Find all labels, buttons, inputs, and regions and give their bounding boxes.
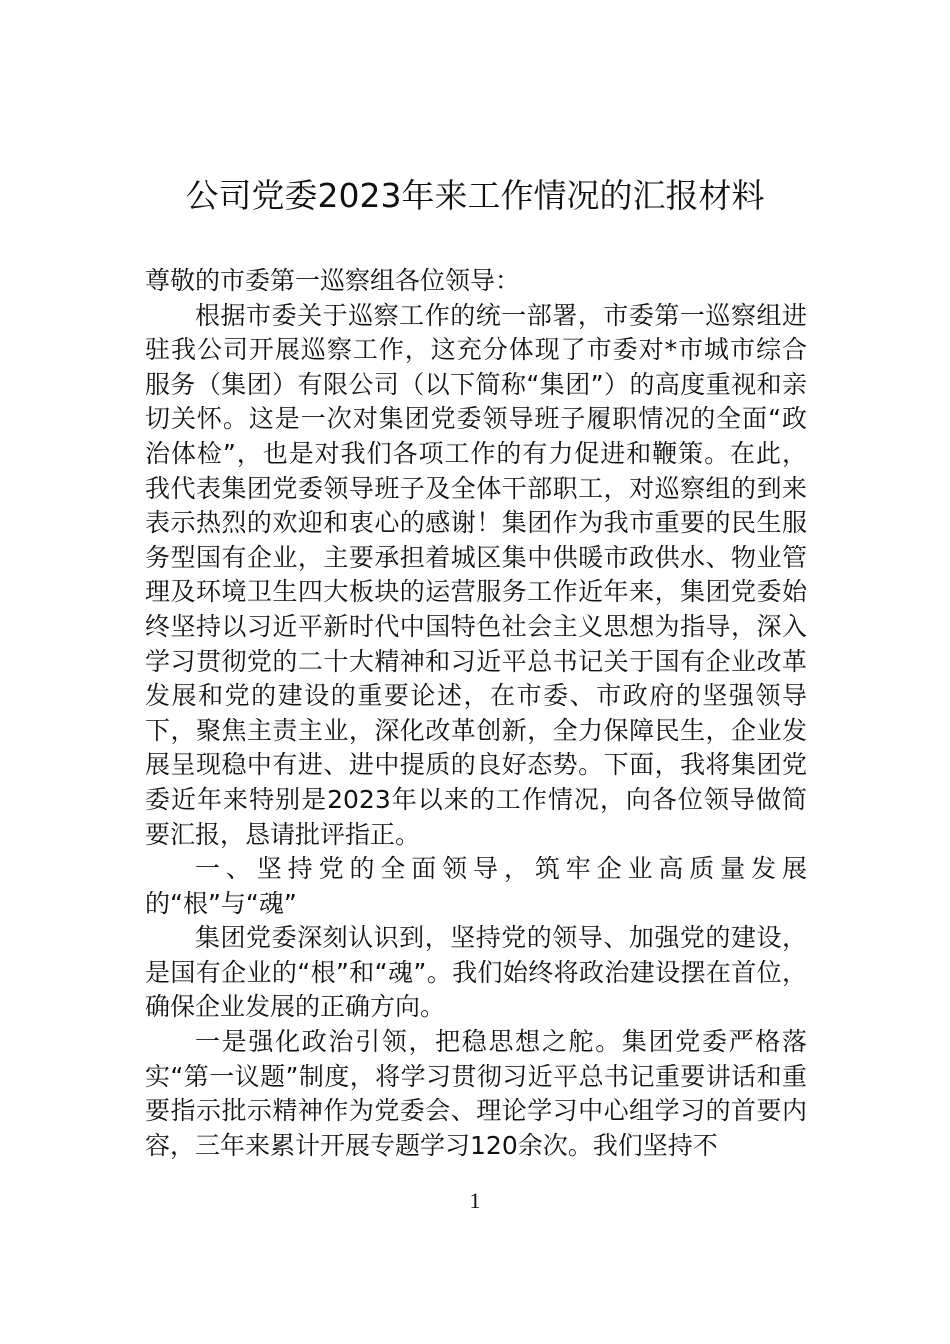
- salutation: 尊敬的市委第一巡察组各位领导：: [145, 266, 521, 295]
- paragraph-political-guidance: 一是强化政治引领，把稳思想之舵。集团党委严格落实“第一议题”制度，将学习贯彻习近平总书记重要讲话和重要指示批示精神作为党委会、理论学习中心组学习的首要内容，三年来累计开展专题学习120余次。我们坚持不: [145, 1027, 807, 1160]
- section-heading-one: 一、坚持党的全面领导，筑牢企业高质量发展的“根”与“魂”: [145, 854, 807, 918]
- paragraph-section-one: 集团党委深刻认识到，坚持党的领导、加强党的建设，是国有企业的“根”和“魂”。我们始终将政治建设摆在首位，确保企业发展的正确方向。: [145, 923, 807, 1022]
- page-number: 1: [469, 1188, 481, 1213]
- document-title: 公司党委2023年来工作情况的汇报材料: [185, 176, 765, 215]
- document-body: [145, 264, 807, 1163]
- paragraph-intro: 根据市委关于巡察工作的统一部署，市委第一巡察组进驻我公司开展巡察工作，这充分体现了市委对*市城市综合服务（集团）有限公司（以下简称“集团”）的高度重视和亲切关怀。这是一次对集团党委领导班子履职情况的全面“政治体检”，也是对我们各项工作的有力促进和鞭策。在此，我代表集团党委领导班子及全体干部职工，对巡察组的到来表示热烈的欢迎和衷心的感谢！集团作为我市重要的民生服务型国有企业，主要承担着城区集中供暖市政供水、物业管理及环境卫生四大板块的运营服务工作近年来，集团党委始终坚持以习近平新时代中国特色社会主义思想为指导，深入学习贯彻党的二十大精神和习近平总书记关于国有企业改革发展和党的建设的重要论述，在市委、市政府的坚强领导下，聚焦主责主业，深化改革创新，全力保障民生，企业发展呈现稳中有进、进中提质的良好态势。下面，我将集团党委近年来特别是2023年以来的工作情况，向各位领导做简要汇报，恳请批评指正。: [145, 300, 807, 849]
